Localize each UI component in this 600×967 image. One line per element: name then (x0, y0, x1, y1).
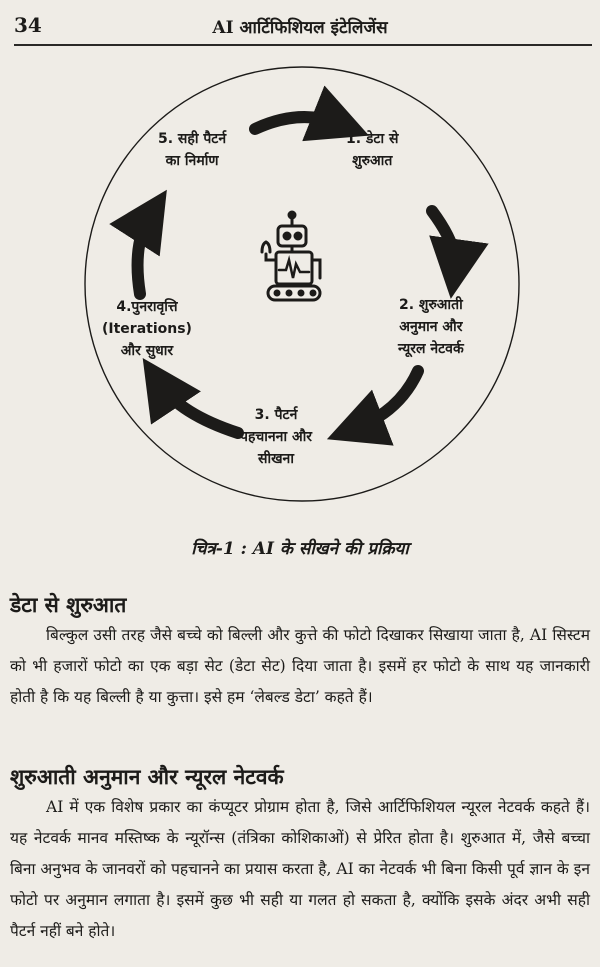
arrow-2-to-3 (356, 371, 418, 428)
section-heading-neural-network: शुरुआती अनुमान और न्यूरल नेटवर्क (10, 765, 284, 789)
step-1-label: 1. डेटा से शुरुआत (346, 131, 399, 169)
arrow-1-to-2 (432, 211, 455, 268)
section-heading-data: डेटा से शुरुआत (10, 593, 127, 617)
step-5-label: 5. सही पैटर्न का निर्माण (158, 131, 227, 169)
arrow-4-to-5 (138, 216, 150, 294)
step-3-label: 3. पैटर्न पहचानना और सीखना (240, 407, 312, 467)
ai-learning-cycle-diagram (0, 46, 600, 526)
page-number: 34 (14, 13, 42, 37)
figure-caption: चित्र-1 : AI के सीखने की प्रक्रिया (191, 539, 409, 559)
arrow-5-to-1 (255, 117, 340, 129)
section-paragraph-data: बिल्कुल उसी तरह जैसे बच्चे को बिल्ली और कुत्ते की फोटो दिखाकर सिखाया जाता है, AI सिस्टम को भी हजारों फोटो का एक बड़ा सेट (डेटा सेट) दिया जाता है। इसमें हर फोटो के साथ यह जानकारी होती है कि यह बिल्ली है या कुत्ता। इसे हम ‘लेबल्ड डेटा’ कहते हैं। (10, 626, 590, 706)
running-header-title: AI आर्टिफिशियल इंटेलिजेंस (212, 18, 388, 38)
step-2-label: 2. शुरुआती अनुमान और न्यूरल नेटवर्क (398, 297, 464, 357)
robot-icon (262, 212, 320, 300)
section-paragraph-neural-network: AI में एक विशेष प्रकार का कंप्यूटर प्रोग्राम होता है, जिसे आर्टिफिशियल न्यूरल नेटवर्क कहते हैं। यह नेटवर्क मानव मस्तिष्क के न्यूरॉन्स (तंत्रिका कोशिकाओं) से प्रेरित होता है। शुरुआत में, जैसे बच्चा बिना अनुभव के जानवरों को पहचानने का प्रयास करता है, AI का नेटवर्क भी बिना किसी पूर्व ज्ञान के इन फोटो पर अनुमान लगाता है। इसमें कुछ भी सही या गलत हो सकता है, क्योंकि इसके अंदर अभी सही पैटर्न नहीं बने होते। (10, 798, 590, 940)
arrow-3-to-4 (160, 384, 238, 433)
step-4-label: 4.पुनरावृत्ति (Iterations) और सुधार (102, 299, 192, 359)
